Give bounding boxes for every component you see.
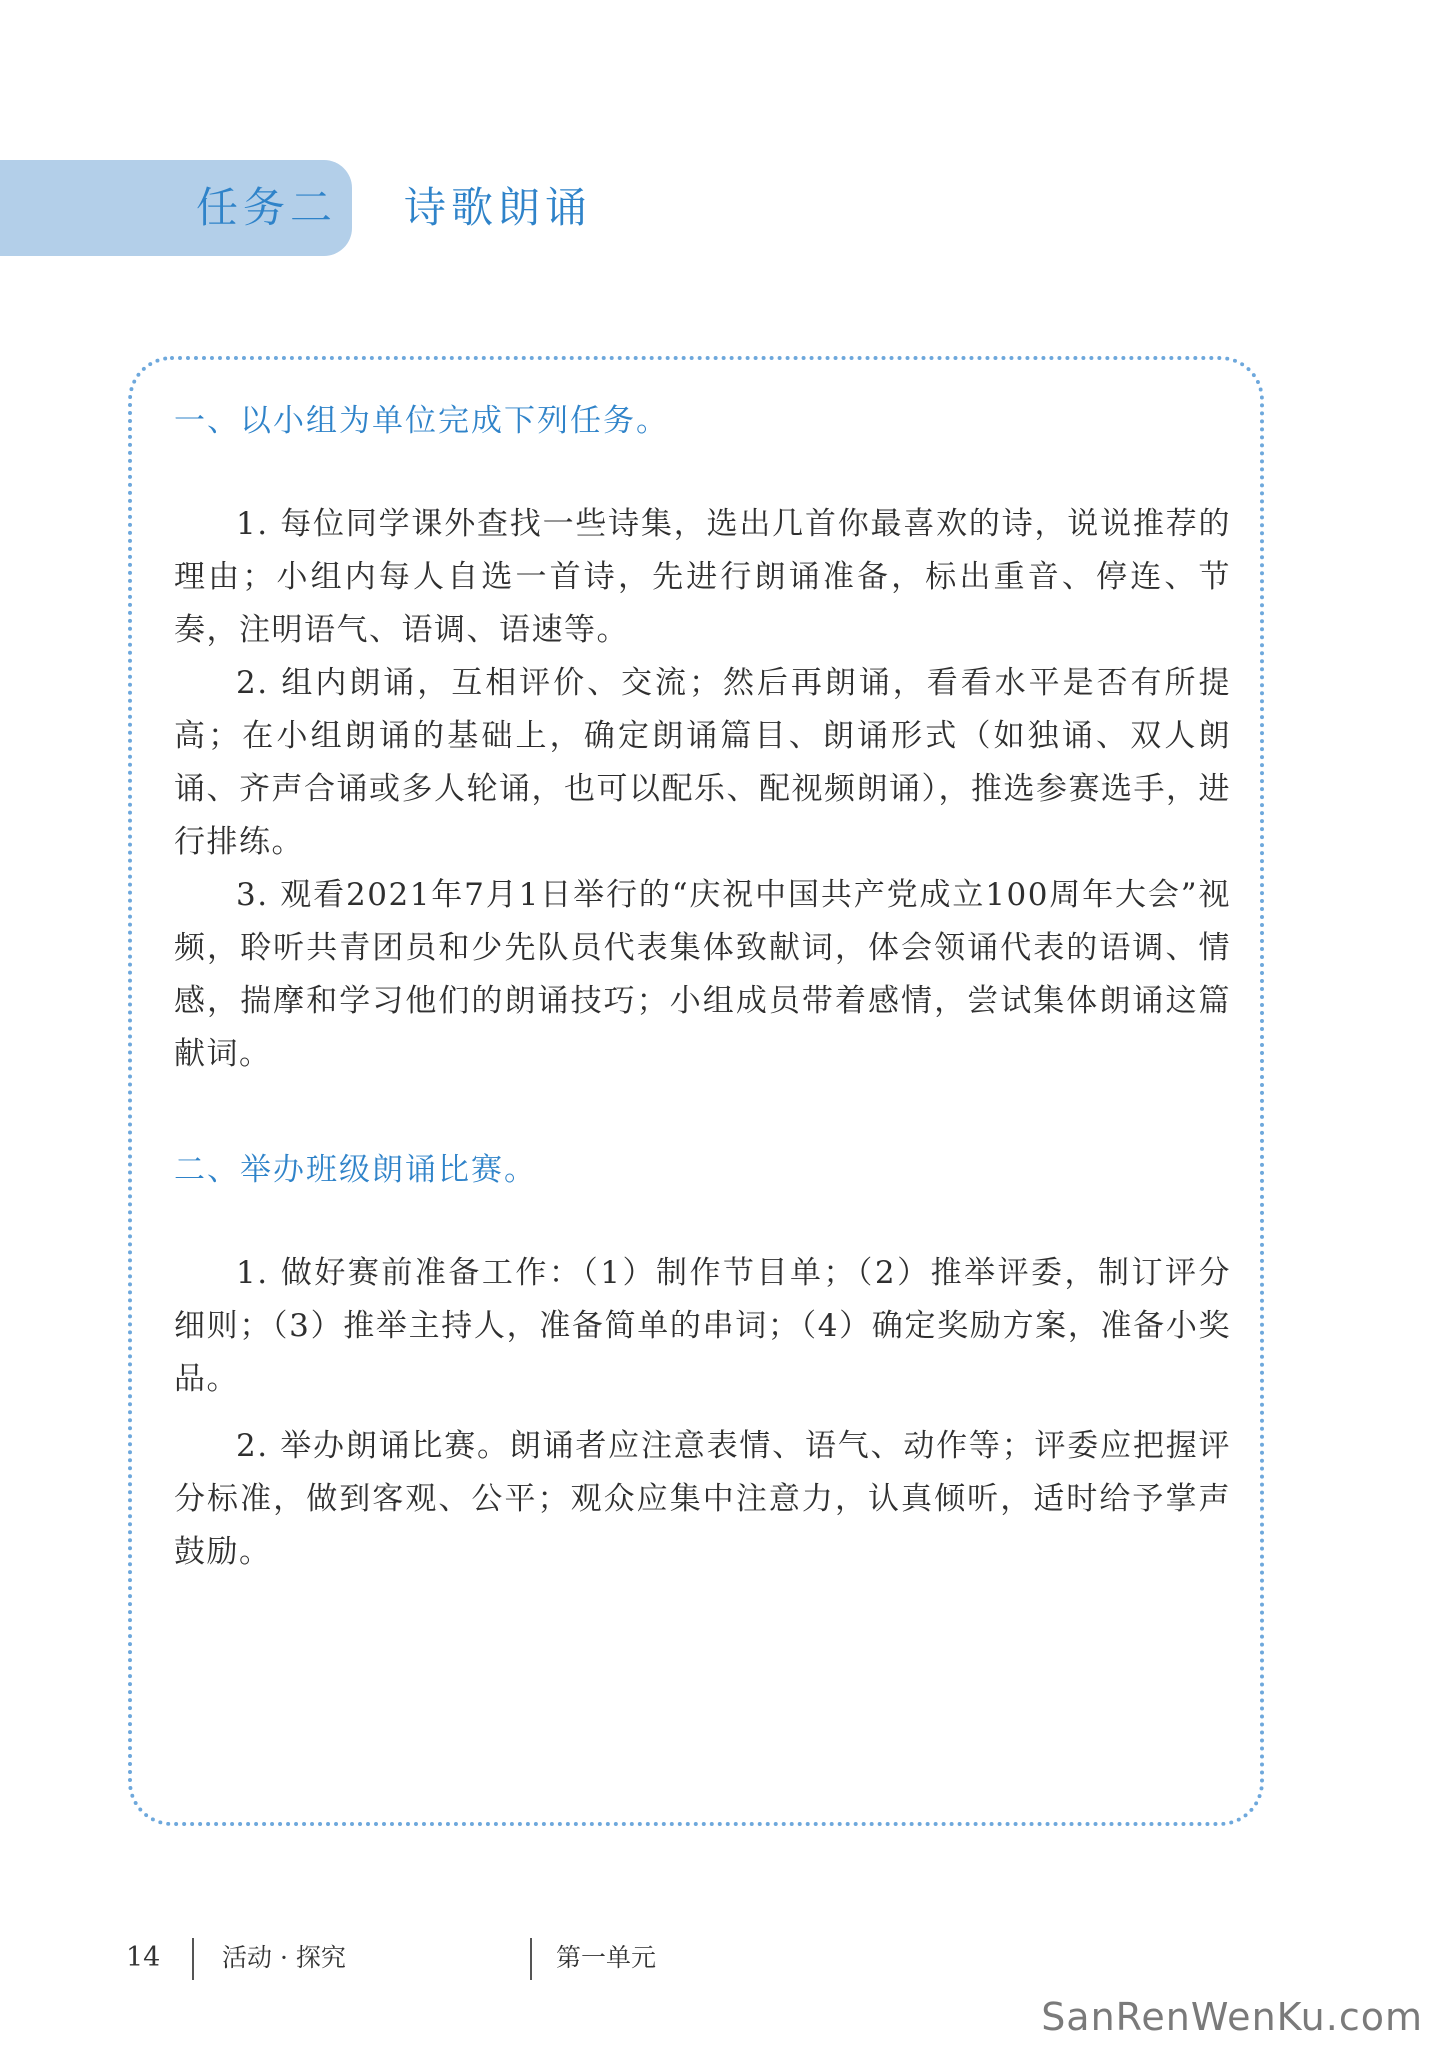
section-heading-2: 二、举办班级朗诵比赛。 — [174, 1152, 537, 1188]
footer-section-label: 活动 · 探究 — [222, 1943, 346, 1972]
section2-item-2: 2. 举办朗诵比赛。朗诵者应注意表情、语气、动作等；评委应把握评分标准，做到客观、公平；观众应集中注意力，认真倾听，适时给予掌声鼓励。 — [174, 1428, 1231, 1570]
footer-unit-label: 第一单元 — [556, 1943, 657, 1972]
section1-item-2: 2. 组内朗诵，互相评价、交流；然后再朗诵，看看水平是否有所提高；在小组朗诵的基础上，确定朗诵篇目、朗诵形式（如独诵、双人朗诵、齐声合诵或多人轮诵，也可以配乐、配视频朗诵），推选参赛选手，进行排练。 — [174, 665, 1231, 860]
section1-item-1: 1. 每位同学课外查找一些诗集，选出几首你最喜欢的诗，说说推荐的理由；小组内每人自选一首诗，先进行朗诵准备，标出重音、停连、节奏，注明语气、语调、语速等。 — [174, 506, 1231, 648]
task-label: 任务二 — [196, 183, 338, 232]
content-area — [174, 396, 1231, 1579]
page-number: 14 — [126, 1942, 161, 1973]
watermark: SanRenWenKu.com — [1041, 1995, 1423, 2039]
section2-item-1: 1. 做好赛前准备工作：（1）制作节目单；（2）推举评委，制订评分细则；（3）推举主持人，准备简单的串词；（4）确定奖励方案，准备小奖品。 — [174, 1255, 1231, 1397]
section1-item-3: 3. 观看2021年7月1日举行的“庆祝中国共产党成立100周年大会”视频，聆听共青团员和少先队员代表集体致献词，体会领诵代表的语调、情感，揣摩和学习他们的朗诵技巧；小组成员带着感情，尝试集体朗诵这篇献词。 — [174, 877, 1231, 1072]
section-heading-1: 一、以小组为单位完成下列任务。 — [174, 403, 669, 439]
footer-divider — [192, 1938, 194, 1980]
footer-divider — [530, 1938, 532, 1980]
task-title: 诗歌朗诵 — [404, 183, 593, 232]
